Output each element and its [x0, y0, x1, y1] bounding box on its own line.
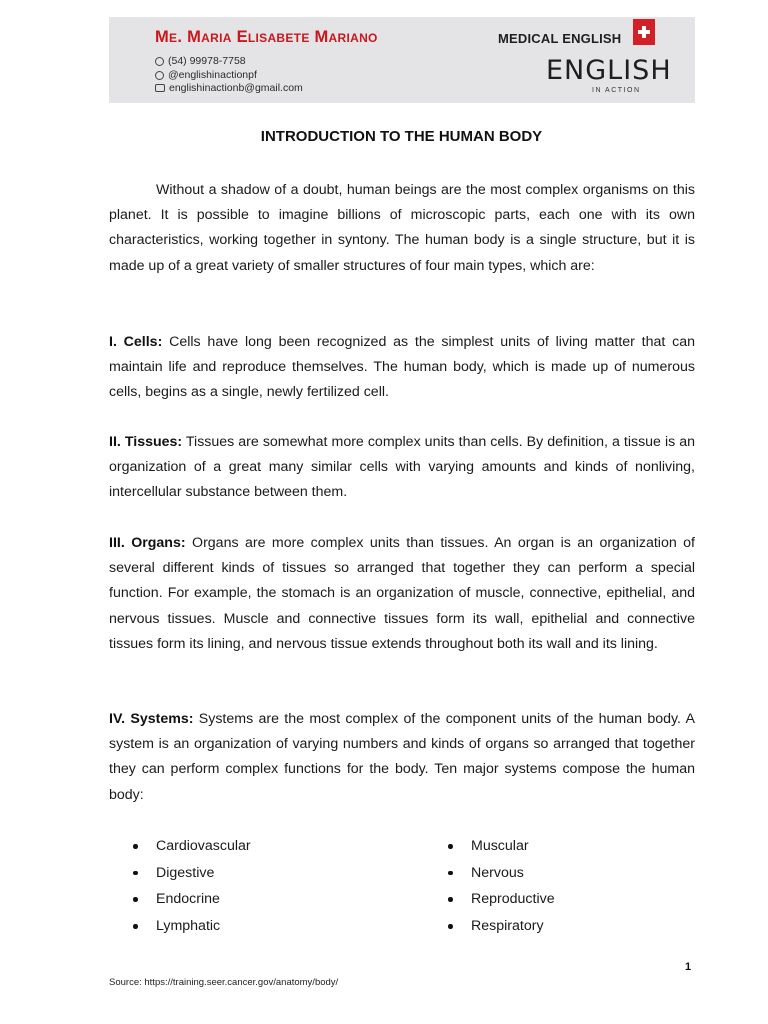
section-text: Tissues are somewhat more complex units than cells. By definition, a tissue is an organization of a great many similar cells with varying amounts and kinds of nonliving, intercellular substance between them.: [109, 434, 695, 501]
source-citation: Source: https://training.seer.cancer.gov/anatomy/body/: [109, 977, 339, 988]
email-text: englishinactionb@gmail.com: [169, 82, 303, 94]
intro-paragraph: Without a shadow of a doubt, human beings are the most complex organisms on this planet. It is possible to imagine billions of microscopic parts, each one with its own characteristics, working together in syntony. The human body is a single structure, but it is made up of a great variety of smaller structures of four main types, which are:: [109, 182, 695, 274]
instagram-icon: [155, 71, 164, 80]
systems-list-left: [133, 836, 251, 943]
contact-instagram: [155, 69, 257, 81]
list-item: Respiratory: [448, 916, 555, 943]
list-item: Reproductive: [448, 889, 555, 916]
section-text: Cells have long been recognized as the simplest units of living matter that can maintain life and reproduce themselves. The human body, which is made up of numerous cells, begins as a single, newly fertilized cell.: [109, 334, 696, 401]
email-icon: [155, 84, 165, 92]
section-organs: [109, 531, 695, 657]
section-label: II. Tissues:: [109, 434, 183, 450]
section-label: IV. Systems:: [109, 711, 194, 727]
medical-cross-icon: [633, 19, 655, 45]
whatsapp-icon: [155, 57, 164, 66]
section-label: III. Organs:: [109, 535, 186, 551]
document-header: [109, 17, 695, 103]
page-number: 1: [685, 961, 692, 973]
author-name: Me. Maria Elisabete Mariano: [155, 28, 378, 46]
phone-text: (54) 99978-7758: [168, 55, 246, 67]
section-label: I. Cells:: [109, 334, 163, 350]
contact-phone: [155, 55, 246, 67]
logo-subtitle: IN ACTION: [592, 87, 641, 94]
document-title: INTRODUCTION TO THE HUMAN BODY: [260, 128, 543, 145]
contact-email: [155, 82, 303, 94]
instagram-text: @englishinactionpf: [168, 69, 257, 81]
medical-english-label: MEDICAL ENGLISH: [498, 31, 622, 46]
section-text: Systems are the most complex of the component units of the human body. A system is an organization of varying numbers and kinds of organs so arranged that together they can perform complex functions for the body. Ten major systems compose the human body:: [109, 711, 695, 803]
section-tissues: [109, 430, 695, 506]
list-item: Lymphatic: [133, 916, 251, 943]
list-item: Nervous: [448, 863, 555, 890]
section-systems: [109, 707, 695, 808]
list-item: Endocrine: [133, 889, 251, 916]
list-item: Muscular: [448, 836, 555, 863]
systems-list-right: [448, 836, 555, 943]
section-cells: [109, 330, 695, 406]
section-text: Organs are more complex units than tissues. An organ is an organization of several different kinds of tissues so arranged that together they can perform a special function. For example, the stomach is an organization of muscle, connective, epithelial, and nervous tissues. Muscle and connective tissues form its wall, epithelial and connective tissues form its lining, and nervous tissue extends throughout both its wall and its lining.: [109, 535, 695, 652]
english-in-action-logo: ENGLISH: [546, 55, 672, 86]
list-item: Cardiovascular: [133, 836, 251, 863]
list-item: Digestive: [133, 863, 251, 890]
